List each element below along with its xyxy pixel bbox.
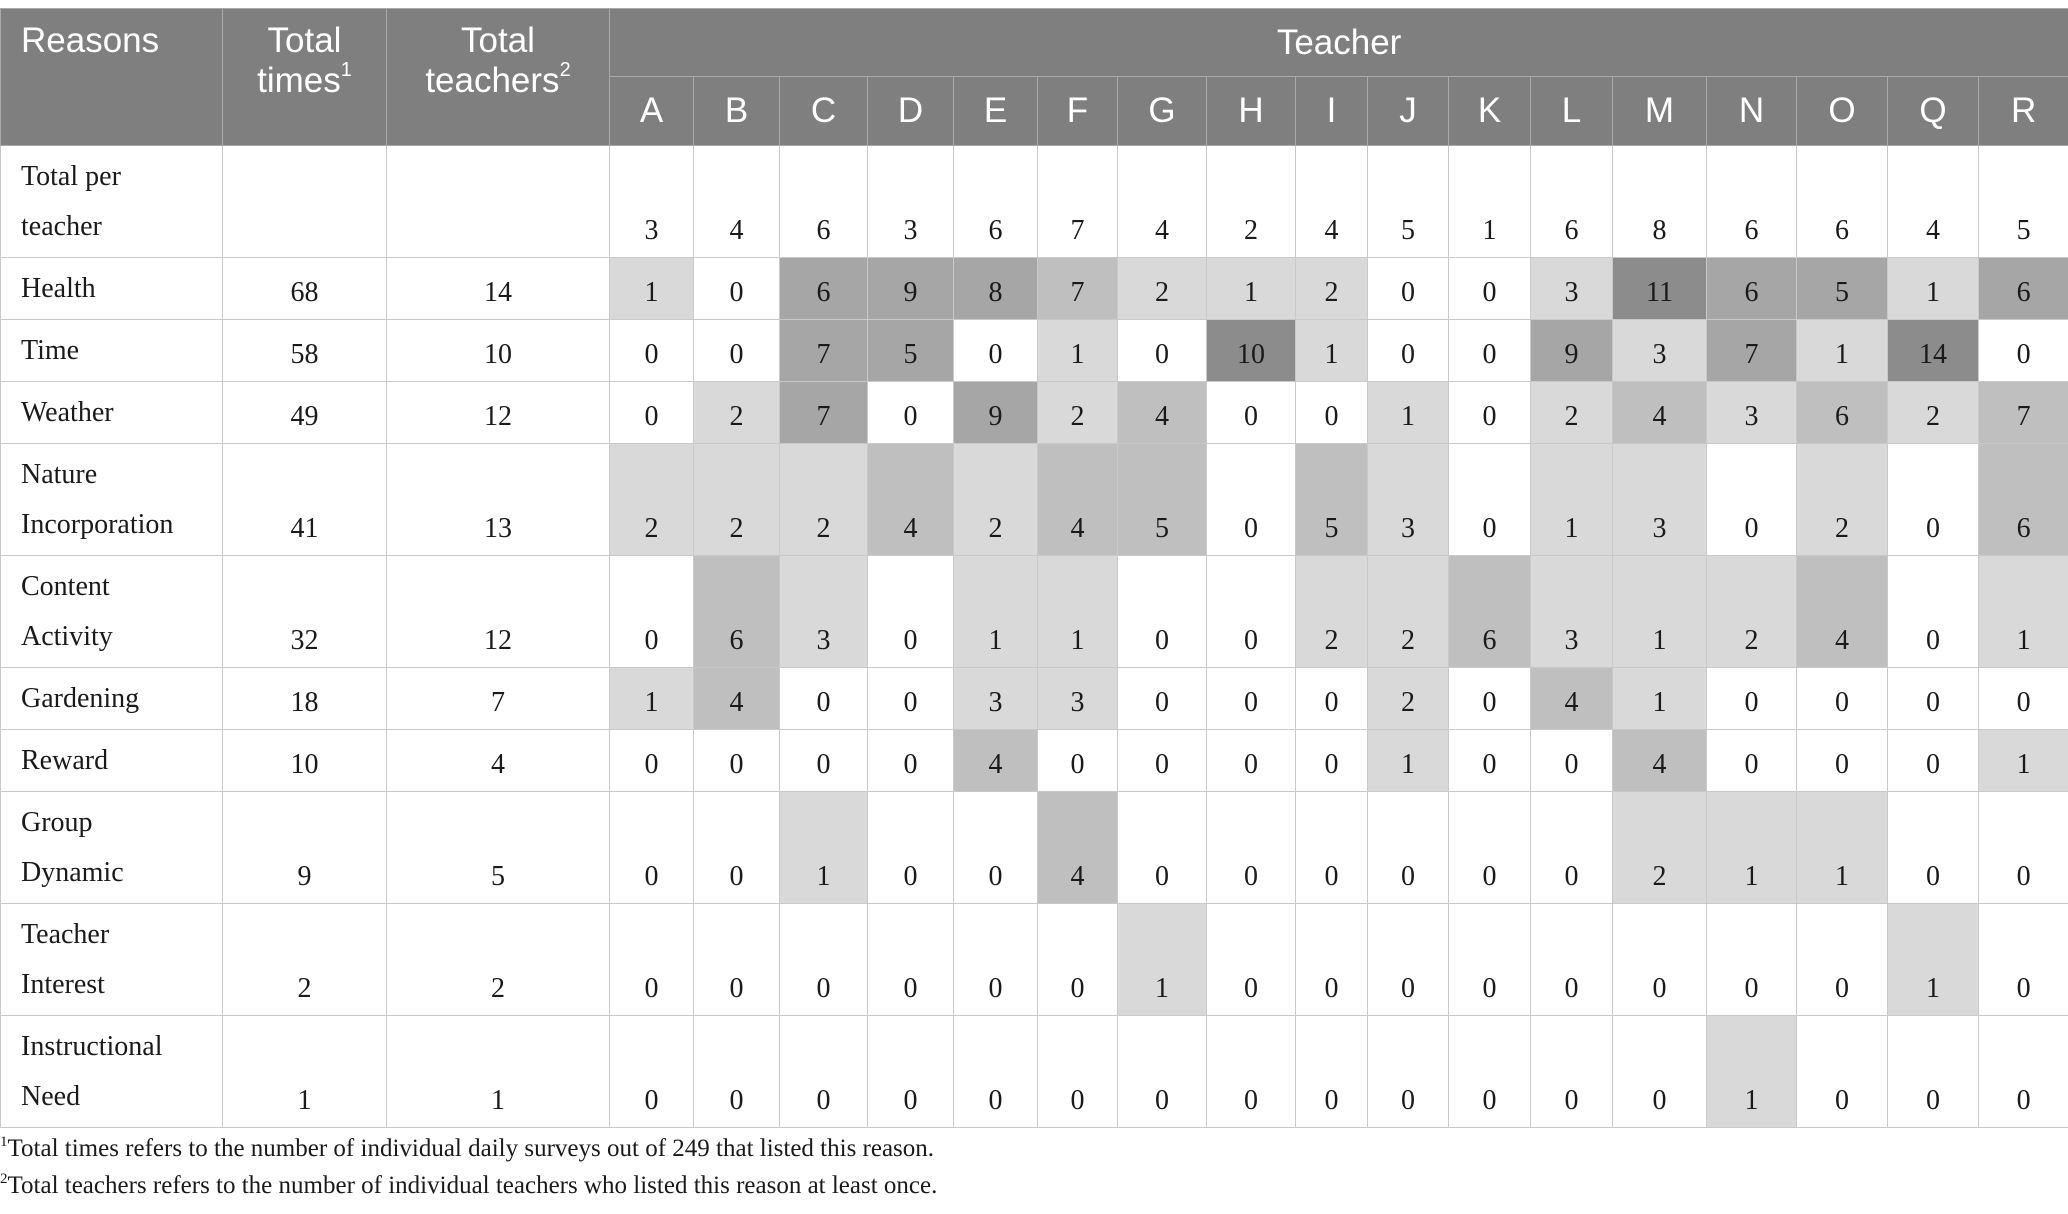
value-cell-o: 0 xyxy=(1797,668,1888,730)
value-cell-i: 5 xyxy=(1296,444,1368,556)
reason-cell: Group Dynamic xyxy=(1,792,223,904)
table-row xyxy=(1,792,2068,904)
value-cell-f: 1 xyxy=(1038,320,1118,382)
total-times-cell: 41 xyxy=(223,444,387,556)
value-cell-h: 0 xyxy=(1207,668,1296,730)
header-teacher-r: R xyxy=(1979,77,2068,146)
value-cell-c: 1 xyxy=(780,792,868,904)
value-cell-b: 0 xyxy=(694,258,780,320)
table-row xyxy=(1,556,2068,668)
value-cell-c: 0 xyxy=(780,904,868,1016)
value-cell-d: 0 xyxy=(868,904,954,1016)
value-cell-k: 0 xyxy=(1449,730,1531,792)
value-cell-n: 0 xyxy=(1707,668,1797,730)
value-cell-k: 0 xyxy=(1449,444,1531,556)
value-cell-m: 8 xyxy=(1613,146,1707,258)
value-cell-i: 0 xyxy=(1296,792,1368,904)
value-cell-o: 1 xyxy=(1797,320,1888,382)
header-teacher-a: A xyxy=(610,77,694,146)
value-cell-e: 3 xyxy=(954,668,1038,730)
footnotes xyxy=(0,1130,937,1204)
value-cell-b: 0 xyxy=(694,792,780,904)
value-cell-j: 5 xyxy=(1368,146,1449,258)
total-times-cell xyxy=(223,146,387,258)
value-cell-j: 0 xyxy=(1368,904,1449,1016)
value-cell-f: 4 xyxy=(1038,444,1118,556)
data-table-wrapper xyxy=(0,8,2068,1128)
value-cell-i: 0 xyxy=(1296,382,1368,444)
value-cell-a: 0 xyxy=(610,320,694,382)
header-teacher-e: E xyxy=(954,77,1038,146)
value-cell-k: 0 xyxy=(1449,904,1531,1016)
value-cell-q: 4 xyxy=(1888,146,1979,258)
value-cell-r: 5 xyxy=(1979,146,2068,258)
value-cell-n: 6 xyxy=(1707,146,1797,258)
value-cell-m: 4 xyxy=(1613,382,1707,444)
value-cell-f: 0 xyxy=(1038,730,1118,792)
value-cell-h: 1 xyxy=(1207,258,1296,320)
value-cell-e: 6 xyxy=(954,146,1038,258)
value-cell-r: 0 xyxy=(1979,668,2068,730)
value-cell-e: 8 xyxy=(954,258,1038,320)
value-cell-i: 0 xyxy=(1296,730,1368,792)
value-cell-n: 6 xyxy=(1707,258,1797,320)
value-cell-h: 0 xyxy=(1207,904,1296,1016)
value-cell-n: 7 xyxy=(1707,320,1797,382)
value-cell-f: 4 xyxy=(1038,792,1118,904)
table-row xyxy=(1,904,2068,1016)
total-times-cell: 49 xyxy=(223,382,387,444)
value-cell-m: 4 xyxy=(1613,730,1707,792)
header-teacher-q: Q xyxy=(1888,77,1979,146)
value-cell-a: 1 xyxy=(610,258,694,320)
footnote-2-mark: 2 xyxy=(0,1171,8,1187)
value-cell-r: 7 xyxy=(1979,382,2068,444)
value-cell-m: 3 xyxy=(1613,320,1707,382)
header-total-times: Total times$^1$ xyxy=(223,9,387,146)
value-cell-q: 1 xyxy=(1888,258,1979,320)
value-cell-o: 5 xyxy=(1797,258,1888,320)
value-cell-q: 0 xyxy=(1888,792,1979,904)
value-cell-c: 3 xyxy=(780,556,868,668)
value-cell-b: 0 xyxy=(694,320,780,382)
total-teachers-cell: 14 xyxy=(387,258,610,320)
value-cell-m: 2 xyxy=(1613,792,1707,904)
value-cell-o: 1 xyxy=(1797,792,1888,904)
value-cell-a: 0 xyxy=(610,792,694,904)
value-cell-i: 0 xyxy=(1296,904,1368,1016)
value-cell-k: 1 xyxy=(1449,146,1531,258)
value-cell-r: 0 xyxy=(1979,1016,2068,1128)
value-cell-r: 1 xyxy=(1979,730,2068,792)
value-cell-n: 1 xyxy=(1707,1016,1797,1128)
table-row xyxy=(1,382,2068,444)
value-cell-q: 0 xyxy=(1888,556,1979,668)
value-cell-a: 3 xyxy=(610,146,694,258)
value-cell-a: 0 xyxy=(610,556,694,668)
value-cell-i: 4 xyxy=(1296,146,1368,258)
table-row xyxy=(1,258,2068,320)
header-reasons: Reasons xyxy=(1,9,223,146)
value-cell-j: 1 xyxy=(1368,382,1449,444)
value-cell-q: 0 xyxy=(1888,444,1979,556)
value-cell-c: 6 xyxy=(780,258,868,320)
header-teacher-k: K xyxy=(1449,77,1531,146)
value-cell-n: 3 xyxy=(1707,382,1797,444)
value-cell-g: 0 xyxy=(1118,1016,1207,1128)
total-times-cell: 58 xyxy=(223,320,387,382)
value-cell-d: 0 xyxy=(868,382,954,444)
reason-cell: Weather xyxy=(1,382,223,444)
value-cell-i: 0 xyxy=(1296,668,1368,730)
value-cell-k: 0 xyxy=(1449,668,1531,730)
value-cell-l: 4 xyxy=(1531,668,1613,730)
value-cell-l: 0 xyxy=(1531,730,1613,792)
footnote-1 xyxy=(0,1130,937,1167)
value-cell-k: 6 xyxy=(1449,556,1531,668)
footnote-1-text: Total times refers to the number of individual daily surveys out of 249 that listed this reason. xyxy=(7,1135,935,1162)
value-cell-q: 14 xyxy=(1888,320,1979,382)
value-cell-a: 2 xyxy=(610,444,694,556)
header-teacher-n: N xyxy=(1707,77,1797,146)
value-cell-d: 0 xyxy=(868,792,954,904)
value-cell-e: 9 xyxy=(954,382,1038,444)
value-cell-e: 2 xyxy=(954,444,1038,556)
table-row xyxy=(1,730,2068,792)
value-cell-k: 0 xyxy=(1449,382,1531,444)
value-cell-h: 0 xyxy=(1207,1016,1296,1128)
value-cell-m: 0 xyxy=(1613,1016,1707,1128)
value-cell-q: 1 xyxy=(1888,904,1979,1016)
value-cell-n: 0 xyxy=(1707,730,1797,792)
value-cell-c: 7 xyxy=(780,382,868,444)
total-times-cell: 9 xyxy=(223,792,387,904)
value-cell-d: 4 xyxy=(868,444,954,556)
value-cell-i: 0 xyxy=(1296,1016,1368,1128)
table-row xyxy=(1,668,2068,730)
value-cell-g: 0 xyxy=(1118,792,1207,904)
header-teacher-f: F xyxy=(1038,77,1118,146)
value-cell-f: 0 xyxy=(1038,904,1118,1016)
value-cell-a: 0 xyxy=(610,1016,694,1128)
value-cell-o: 6 xyxy=(1797,146,1888,258)
value-cell-j: 1 xyxy=(1368,730,1449,792)
reason-cell: Gardening xyxy=(1,668,223,730)
value-cell-o: 4 xyxy=(1797,556,1888,668)
value-cell-h: 0 xyxy=(1207,444,1296,556)
value-cell-n: 2 xyxy=(1707,556,1797,668)
value-cell-g: 0 xyxy=(1118,668,1207,730)
table-body xyxy=(1,146,2068,1128)
reason-cell: Time xyxy=(1,320,223,382)
total-teachers-cell: 13 xyxy=(387,444,610,556)
table-row xyxy=(1,444,2068,556)
value-cell-e: 0 xyxy=(954,320,1038,382)
value-cell-i: 1 xyxy=(1296,320,1368,382)
value-cell-j: 3 xyxy=(1368,444,1449,556)
value-cell-d: 5 xyxy=(868,320,954,382)
value-cell-f: 1 xyxy=(1038,556,1118,668)
value-cell-m: 11 xyxy=(1613,258,1707,320)
value-cell-f: 0 xyxy=(1038,1016,1118,1128)
reason-cell: Content Activity xyxy=(1,556,223,668)
value-cell-l: 2 xyxy=(1531,382,1613,444)
footnote-2 xyxy=(0,1167,937,1204)
value-cell-q: 0 xyxy=(1888,668,1979,730)
value-cell-n: 1 xyxy=(1707,792,1797,904)
value-cell-f: 3 xyxy=(1038,668,1118,730)
footnote-1-mark: 1 xyxy=(0,1134,8,1150)
value-cell-c: 6 xyxy=(780,146,868,258)
value-cell-l: 0 xyxy=(1531,1016,1613,1128)
total-teachers-cell: 4 xyxy=(387,730,610,792)
value-cell-b: 4 xyxy=(694,146,780,258)
value-cell-f: 7 xyxy=(1038,146,1118,258)
value-cell-h: 10 xyxy=(1207,320,1296,382)
value-cell-e: 0 xyxy=(954,1016,1038,1128)
header-teacher-h: H xyxy=(1207,77,1296,146)
total-times-cell: 10 xyxy=(223,730,387,792)
value-cell-o: 2 xyxy=(1797,444,1888,556)
header-total-times-footnote-mark: 1 xyxy=(340,59,352,81)
value-cell-c: 7 xyxy=(780,320,868,382)
value-cell-b: 4 xyxy=(694,668,780,730)
value-cell-r: 0 xyxy=(1979,792,2068,904)
value-cell-b: 0 xyxy=(694,730,780,792)
value-cell-l: 9 xyxy=(1531,320,1613,382)
header-teacher-g: G xyxy=(1118,77,1207,146)
value-cell-e: 0 xyxy=(954,792,1038,904)
table-row xyxy=(1,1016,2068,1128)
value-cell-l: 0 xyxy=(1531,904,1613,1016)
value-cell-f: 7 xyxy=(1038,258,1118,320)
value-cell-e: 4 xyxy=(954,730,1038,792)
header-teacher-i: I xyxy=(1296,77,1368,146)
header-teacher-m: M xyxy=(1613,77,1707,146)
value-cell-r: 1 xyxy=(1979,556,2068,668)
value-cell-a: 0 xyxy=(610,730,694,792)
value-cell-c: 0 xyxy=(780,730,868,792)
reason-cell: Teacher Interest xyxy=(1,904,223,1016)
total-times-cell: 1 xyxy=(223,1016,387,1128)
reason-cell: Nature Incorporation xyxy=(1,444,223,556)
total-teachers-cell: 12 xyxy=(387,556,610,668)
value-cell-g: 4 xyxy=(1118,146,1207,258)
total-teachers-cell: 7 xyxy=(387,668,610,730)
header-teacher-l: L xyxy=(1531,77,1613,146)
total-teachers-cell: 2 xyxy=(387,904,610,1016)
value-cell-r: 6 xyxy=(1979,444,2068,556)
value-cell-c: 0 xyxy=(780,1016,868,1128)
value-cell-j: 0 xyxy=(1368,792,1449,904)
value-cell-g: 0 xyxy=(1118,730,1207,792)
value-cell-o: 0 xyxy=(1797,904,1888,1016)
value-cell-a: 0 xyxy=(610,904,694,1016)
header-teacher-o: O xyxy=(1797,77,1888,146)
value-cell-n: 0 xyxy=(1707,444,1797,556)
total-teachers-cell: 1 xyxy=(387,1016,610,1128)
value-cell-q: 0 xyxy=(1888,730,1979,792)
total-teachers-cell: 5 xyxy=(387,792,610,904)
reason-cell: Reward xyxy=(1,730,223,792)
value-cell-i: 2 xyxy=(1296,258,1368,320)
total-teachers-cell: 10 xyxy=(387,320,610,382)
value-cell-h: 2 xyxy=(1207,146,1296,258)
value-cell-l: 6 xyxy=(1531,146,1613,258)
value-cell-a: 1 xyxy=(610,668,694,730)
value-cell-q: 2 xyxy=(1888,382,1979,444)
value-cell-g: 1 xyxy=(1118,904,1207,1016)
table-row xyxy=(1,146,2068,258)
total-teachers-cell: 12 xyxy=(387,382,610,444)
value-cell-c: 0 xyxy=(780,668,868,730)
header-teacher: Teacher xyxy=(610,9,2068,77)
value-cell-r: 0 xyxy=(1979,320,2068,382)
value-cell-g: 2 xyxy=(1118,258,1207,320)
value-cell-r: 6 xyxy=(1979,258,2068,320)
value-cell-k: 0 xyxy=(1449,1016,1531,1128)
value-cell-g: 0 xyxy=(1118,320,1207,382)
value-cell-f: 2 xyxy=(1038,382,1118,444)
value-cell-e: 1 xyxy=(954,556,1038,668)
value-cell-n: 0 xyxy=(1707,904,1797,1016)
value-cell-k: 0 xyxy=(1449,258,1531,320)
value-cell-l: 1 xyxy=(1531,444,1613,556)
value-cell-h: 0 xyxy=(1207,792,1296,904)
value-cell-m: 1 xyxy=(1613,556,1707,668)
value-cell-d: 0 xyxy=(868,730,954,792)
value-cell-i: 2 xyxy=(1296,556,1368,668)
header-teacher-b: B xyxy=(694,77,780,146)
total-teachers-cell xyxy=(387,146,610,258)
value-cell-q: 0 xyxy=(1888,1016,1979,1128)
value-cell-h: 0 xyxy=(1207,556,1296,668)
total-times-cell: 32 xyxy=(223,556,387,668)
header-teacher-c: C xyxy=(780,77,868,146)
value-cell-r: 0 xyxy=(1979,904,2068,1016)
value-cell-b: 6 xyxy=(694,556,780,668)
value-cell-d: 0 xyxy=(868,1016,954,1128)
value-cell-j: 0 xyxy=(1368,320,1449,382)
value-cell-l: 0 xyxy=(1531,792,1613,904)
value-cell-g: 0 xyxy=(1118,556,1207,668)
value-cell-g: 5 xyxy=(1118,444,1207,556)
value-cell-c: 2 xyxy=(780,444,868,556)
reason-cell: Health xyxy=(1,258,223,320)
value-cell-k: 0 xyxy=(1449,320,1531,382)
value-cell-d: 3 xyxy=(868,146,954,258)
value-cell-m: 0 xyxy=(1613,904,1707,1016)
value-cell-e: 0 xyxy=(954,904,1038,1016)
header-teacher-j: J xyxy=(1368,77,1449,146)
footnote-2-text: Total teachers refers to the number of individual teachers who listed this reason at least once. xyxy=(7,1172,938,1199)
value-cell-o: 0 xyxy=(1797,730,1888,792)
value-cell-g: 4 xyxy=(1118,382,1207,444)
value-cell-l: 3 xyxy=(1531,556,1613,668)
value-cell-b: 2 xyxy=(694,382,780,444)
value-cell-h: 0 xyxy=(1207,382,1296,444)
value-cell-h: 0 xyxy=(1207,730,1296,792)
value-cell-m: 3 xyxy=(1613,444,1707,556)
value-cell-j: 2 xyxy=(1368,556,1449,668)
value-cell-o: 0 xyxy=(1797,1016,1888,1128)
value-cell-d: 0 xyxy=(868,668,954,730)
value-cell-k: 0 xyxy=(1449,792,1531,904)
value-cell-b: 0 xyxy=(694,1016,780,1128)
value-cell-a: 0 xyxy=(610,382,694,444)
total-times-cell: 68 xyxy=(223,258,387,320)
value-cell-j: 2 xyxy=(1368,668,1449,730)
value-cell-d: 9 xyxy=(868,258,954,320)
value-cell-b: 0 xyxy=(694,904,780,1016)
table-row xyxy=(1,320,2068,382)
value-cell-b: 2 xyxy=(694,444,780,556)
header-total-teachers-footnote-mark: 2 xyxy=(559,59,571,81)
header-total-teachers: Total teachers$^2$ xyxy=(387,9,610,146)
reason-cell: Instructional Need xyxy=(1,1016,223,1128)
value-cell-m: 1 xyxy=(1613,668,1707,730)
value-cell-o: 6 xyxy=(1797,382,1888,444)
reasons-table xyxy=(0,8,2068,1128)
header-teacher-d: D xyxy=(868,77,954,146)
value-cell-l: 3 xyxy=(1531,258,1613,320)
reason-cell: Total per teacher xyxy=(1,146,223,258)
total-times-cell: 2 xyxy=(223,904,387,1016)
value-cell-j: 0 xyxy=(1368,1016,1449,1128)
value-cell-d: 0 xyxy=(868,556,954,668)
total-times-cell: 18 xyxy=(223,668,387,730)
value-cell-j: 0 xyxy=(1368,258,1449,320)
